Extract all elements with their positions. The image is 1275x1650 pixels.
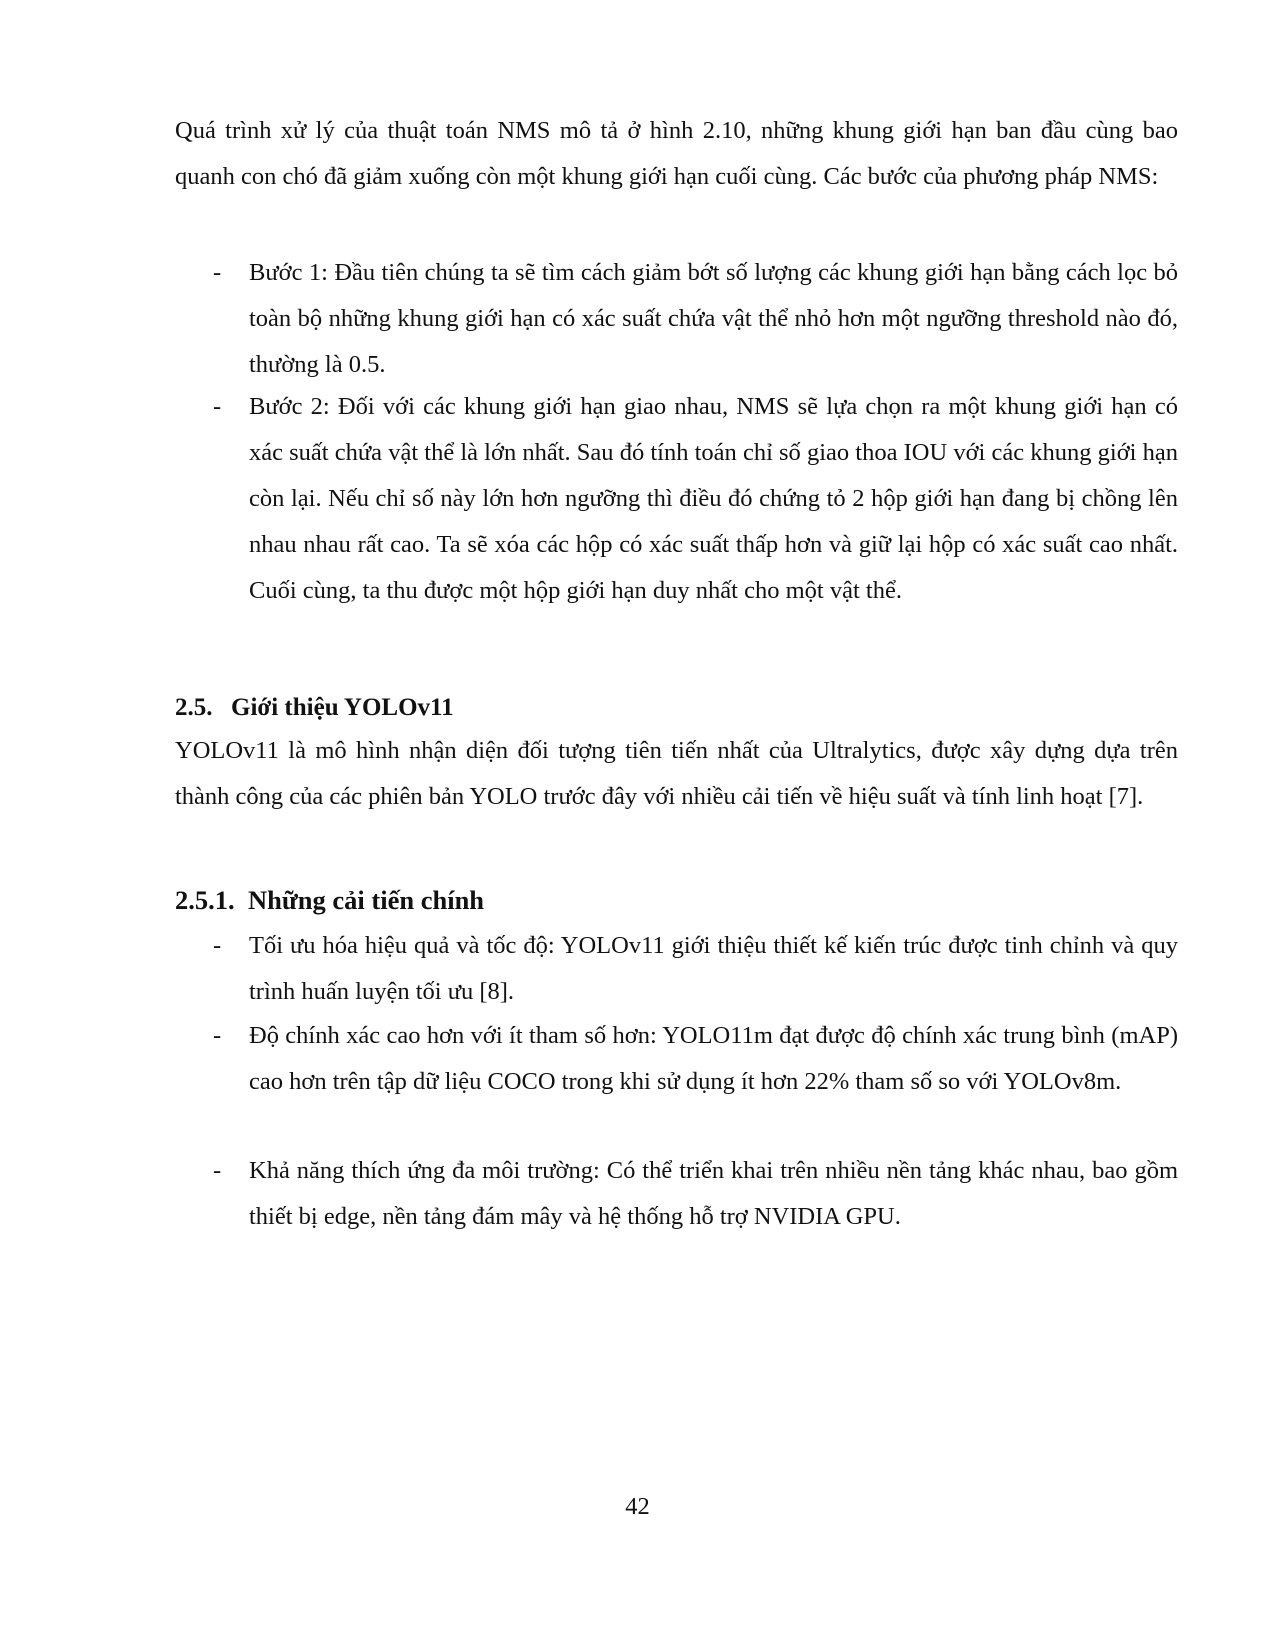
nms-step-2-text: Bước 2: Đối với các khung giới hạn giao nhau, NMS sẽ lựa chọn ra một khung giới hạn có xác suất chứa vật thể là lớn nhất. Sau đó tính toán chỉ số giao thoa IOU với các khung giới hạn còn lại. Nếu chỉ số này lớn hơn ngưỡng thì điều đó chứng tỏ 2 hộp giới hạn đang bị chồng lên nhau nhau rất cao. Ta sẽ xóa các hộp có xác suất thấp hơn và giữ lại hộp có xác suất cao nhất. Cuối cùng, ta thu được một hộp giới hạn duy nhất cho một vật thể. <box>249 393 1178 604</box>
improvement-item-3 <box>175 1148 1178 1240</box>
improvement-item-1-text: Tối ưu hóa hiệu quả và tốc độ: YOLOv11 giới thiệu thiết kế kiến trúc được tinh chỉnh và quy trình huấn luyện tối ưu [8]. <box>249 932 1178 1005</box>
section-2-5-1-heading <box>175 880 484 920</box>
bullet-dash: - <box>213 259 222 286</box>
intro-paragraph: Quá trình xử lý của thuật toán NMS mô tả ở hình 2.10, những khung giới hạn ban đầu cùng bao quanh con chó đã giảm xuống còn một khung giới hạn cuối cùng. Các bước của phương pháp NMS: <box>175 117 1178 190</box>
bullet-dash: - <box>213 393 222 420</box>
section-2-5-title: Giới thiệu YOLOv11 <box>231 694 454 721</box>
bullet-dash: - <box>213 932 222 959</box>
improvement-item-1 <box>175 923 1178 1015</box>
nms-step-1 <box>175 250 1178 388</box>
section-2-5-paragraph: YOLOv11 là mô hình nhận diện đối tượng tiên tiến nhất của Ultralytics, được xây dựng dựa trên thành công của các phiên bản YOLO trước đây với nhiều cải tiến về hiệu suất và tính linh hoạt [7]. <box>175 737 1178 810</box>
nms-step-1-text: Bước 1: Đầu tiên chúng ta sẽ tìm cách giảm bớt số lượng các khung giới hạn bằng cách lọc bỏ toàn bộ những khung giới hạn có xác suất chứa vật thể nhỏ hơn một ngưỡng threshold nào đó, thường là 0.5. <box>249 259 1178 378</box>
section-2-5-heading <box>175 688 454 728</box>
bullet-dash: - <box>213 1157 222 1184</box>
bullet-dash: - <box>213 1022 222 1049</box>
improvement-item-2 <box>175 1013 1178 1105</box>
page-number: 42 <box>625 1493 650 1520</box>
improvement-item-2-text: Độ chính xác cao hơn với ít tham số hơn: YOLO11m đạt được độ chính xác trung bình (mAP) cao hơn trên tập dữ liệu COCO trong khi sử dụng ít hơn 22% tham số so với YOLOv8m. <box>249 1022 1178 1095</box>
section-2-5-1-title: Những cải tiến chính <box>248 885 485 915</box>
section-2-5-1-number: 2.5.1. <box>175 885 235 915</box>
nms-step-2 <box>175 384 1178 614</box>
section-2-5-number: 2.5. <box>175 694 213 721</box>
improvement-item-3-text: Khả năng thích ứng đa môi trường: Có thể triển khai trên nhiều nền tảng khác nhau, bao gồm thiết bị edge, nền tảng đám mây và hệ thống hỗ trợ NVIDIA GPU. <box>249 1157 1178 1230</box>
